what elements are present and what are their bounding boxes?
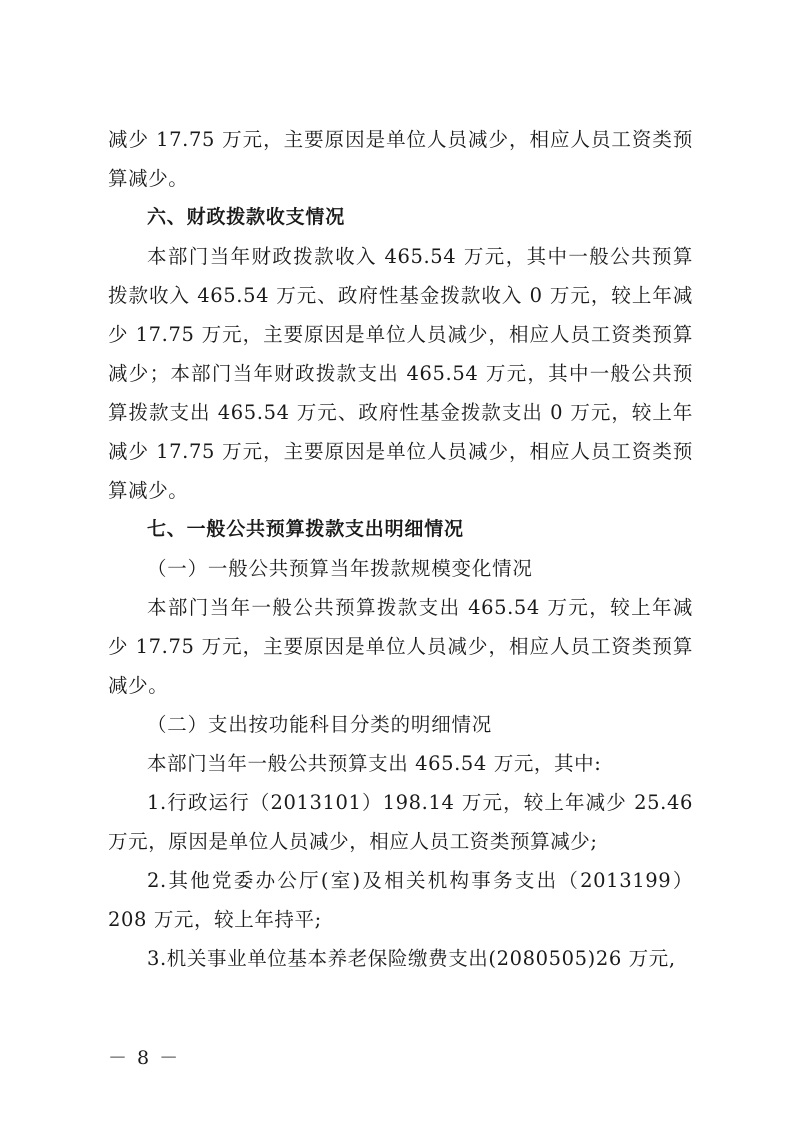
page-number: － 8 － [108,1047,181,1069]
section-heading-7: 七、一般公共预算拨款支出明细情况 [147,518,464,540]
paragraph-fiscal-appropriation: 本部门当年财政拨款收入 465.54 万元，其中一般公共预算拨款收入 465.54 万元、政府性基金拨款收入 0 万元，较上年减少 17.75 万元，主要原因是单位人员减少，相应人员工资类预算减少；本部门当年财政拨款支出 465.54 万元，其中一般公共预算拨款支出 465.54 万元、政府性基金拨款支出 0 万元，较上年减少 17.75 万元，主要原因是单位人员减少，相应人员工资类预算减少。 [108,245,693,502]
list-item-1: 1.行政运行（2013101）198.14 万元，较上年减少 25.46 万元，原因是单位人员减少，相应人员工资类预算减少; [108,791,693,853]
document-body [108,120,693,978]
paragraph-continuation: 减少 17.75 万元，主要原因是单位人员减少，相应人员工资类预算减少。 [108,128,693,190]
list-item-3: 3.机关事业单位基本养老保险缴费支出(2080505)26 万元, [147,947,676,970]
subsection-heading-1: （一）一般公共预算当年拨款规模变化情况 [147,557,533,580]
paragraph-expenditure-intro: 本部门当年一般公共预算支出 465.54 万元，其中: [147,752,602,775]
subsection-heading-2: （二）支出按功能科目分类的明细情况 [147,713,493,736]
paragraph-scale-change: 本部门当年一般公共预算拨款支出 465.54 万元，较上年减少 17.75 万元，主要原因是单位人员减少，相应人员工资类预算减少。 [108,596,693,697]
list-item-2: 2.其他党委办公厅(室)及相关机构事务支出（2013199）208 万元，较上年持平; [108,869,693,931]
section-heading-6: 六、财政拨款收支情况 [147,206,346,228]
